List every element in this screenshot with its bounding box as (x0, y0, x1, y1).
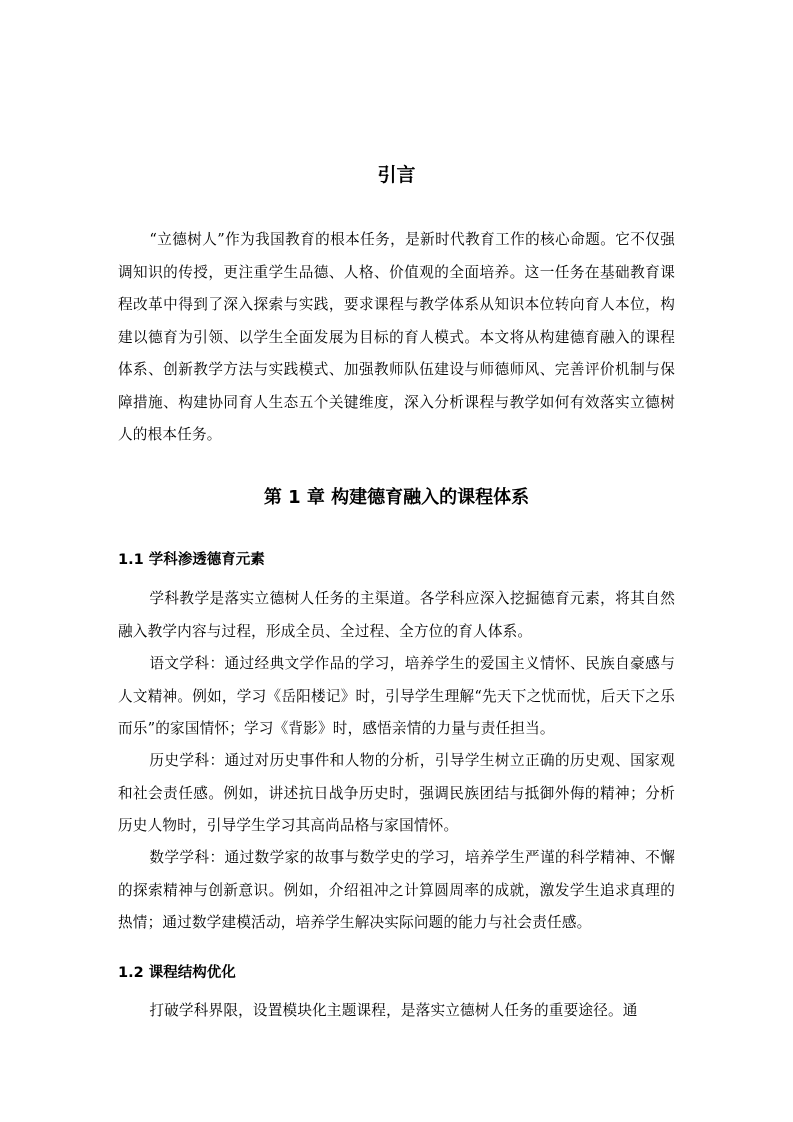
section-1-1-paragraph-chinese: 语文学科：通过经典文学作品的学习，培养学生的爱国主义情怀、民族自豪感与人文精神。例如，学习《岳阳楼记》时，引导学生理解“先天下之忧而忧，后天下之乐而乐”的家国情怀；学习《背影》时，感悟亲情的力量与责任担当。 (118, 655, 675, 737)
section-1-1-paragraph-1: 学科教学是落实立德树人任务的主渠道。各学科应深入挖掘德育元素，将其自然融入教学内容与过程，形成全员、全过程、全方位的育人体系。 (118, 590, 675, 640)
section-1-2-heading: 1.2 课程结构优化 (118, 965, 236, 981)
section-1-1-paragraph-history: 历史学科：通过对历史事件和人物的分析，引导学生树立正确的历史观、国家观和社会责任感。例如，讲述抗日战争历史时，强调民族团结与抵御外侮的精神；分析历史人物时，引导学生学习其高尚品格与家国情怀。 (118, 752, 675, 834)
section-1-1-heading: 1.1 学科渗透德育元素 (118, 552, 265, 568)
section-1-1-paragraph-math: 数学学科：通过数学家的故事与数学史的学习，培养学生严谨的科学精神、不懈的探索精神与创新意识。例如，介绍祖冲之计算圆周率的成就，激发学生追求真理的热情；通过数学建模活动，培养学生解决实际问题的能力与社会责任感。 (118, 849, 675, 931)
chapter-1-title: 第 1 章 构建德育融入的课程体系 (263, 487, 530, 508)
intro-paragraph: “立德树人”作为我国教育的根本任务，是新时代教育工作的核心命题。它不仅强调知识的传授，更注重学生品德、人格、价值观的全面培养。这一任务在基础教育课程改革中得到了深入探索与实践，要求课程与教学体系从知识本位转向育人本位，构建以德育为引领、以学生全面发展为目标的育人模式。本文将从构建德育融入的课程体系、创新教学方法与实践模式、加强教师队伍建设与师德师风、完善评价机制与保障措施、构建协同育人生态五个关键维度，深入分析课程与教学如何有效落实立德树人的根本任务。 (118, 231, 675, 443)
intro-title: 引言 (377, 164, 416, 186)
section-1-2-paragraph-1: 打破学科界限，设置模块化主题课程，是落实立德树人任务的重要途径。通 (149, 1002, 638, 1019)
